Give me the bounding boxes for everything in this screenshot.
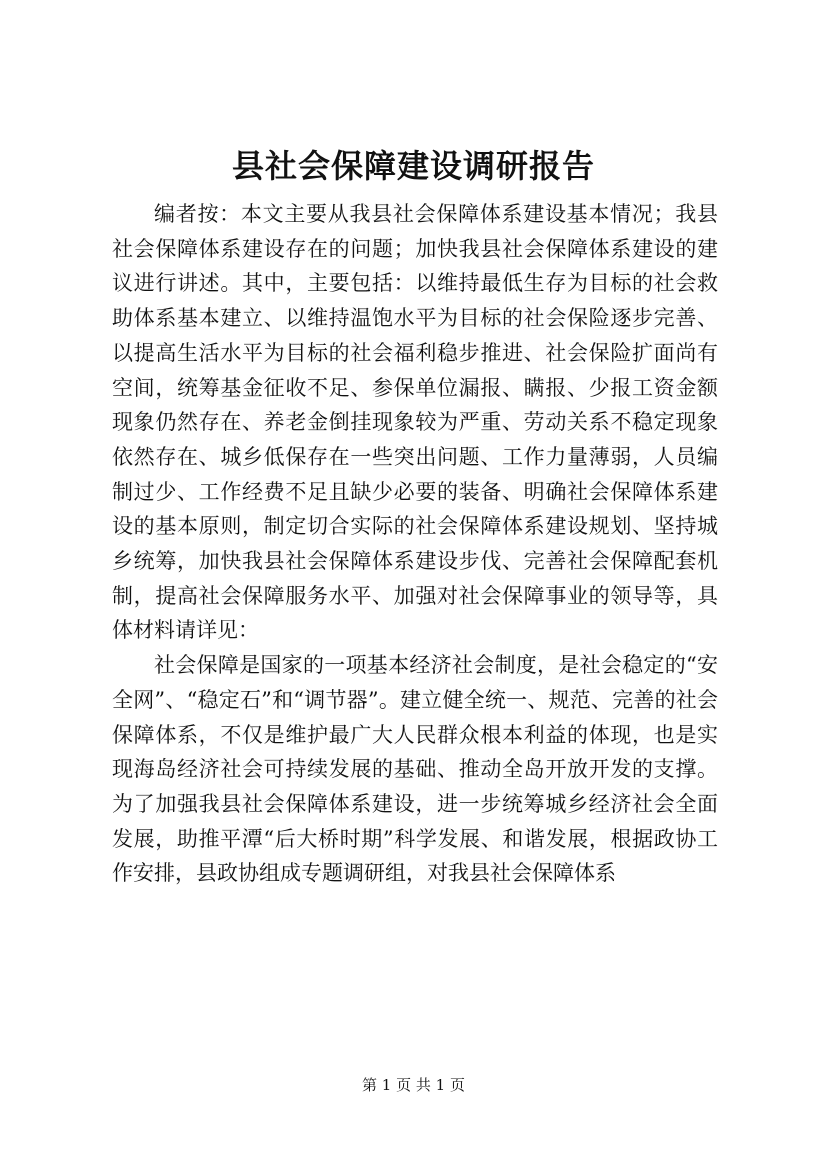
document-title: 县社会保障建设调研报告: [231, 147, 595, 185]
body-paragraph: 社会保障是国家的一项基本经济社会制度，是社会稳定的“安全网”、“稳定石”和“调节器”。建立健全统一、规范、完善的社会保障体系，不仅是维护最广大人民群众根本利益的体现，也是实现海岛经济社会可持续发展的基础、推动全岛开放开发的支撑。为了加强我县社会保障体系建设，进一步统筹城乡经济社会全面发展，助推平潭“后大桥时期”科学发展、和谐发展，根据政协工作安排，县政协组成专题调研组，对我县社会保障体系: [112, 653, 718, 886]
document-body: [112, 197, 718, 891]
editor-note-paragraph: 编者按：本文主要从我县社会保障体系建设基本情况；我县社会保障体系建设存在的问题；加快我县社会保障体系建设的建议进行讲述。其中，主要包括：以维持最低生存为目标的社会救助体系基本建立、以维持温饱水平为目标的社会保险逐步完善、以提高生活水平为目标的社会福利稳步推进、社会保险扩面尚有空间，统筹基金征收不足、参保单位漏报、瞒报、少报工资金额现象仍然存在、养老金倒挂现象较为严重、劳动关系不稳定现象依然存在、城乡低保存在一些突出问题、工作力量薄弱，人员编制过少、工作经费不足且缺少必要的装备、明确社会保障体系建设的基本原则，制定切合实际的社会保障体系建设规划、坚持城乡统筹，加快我县社会保障体系建设步伐、完善社会保障配套机制，提高社会保障服务水平、加强对社会保障事业的领导等，具体材料请详见：: [112, 202, 718, 643]
page-footer: 第 1 页 共 1 页: [362, 1076, 465, 1094]
